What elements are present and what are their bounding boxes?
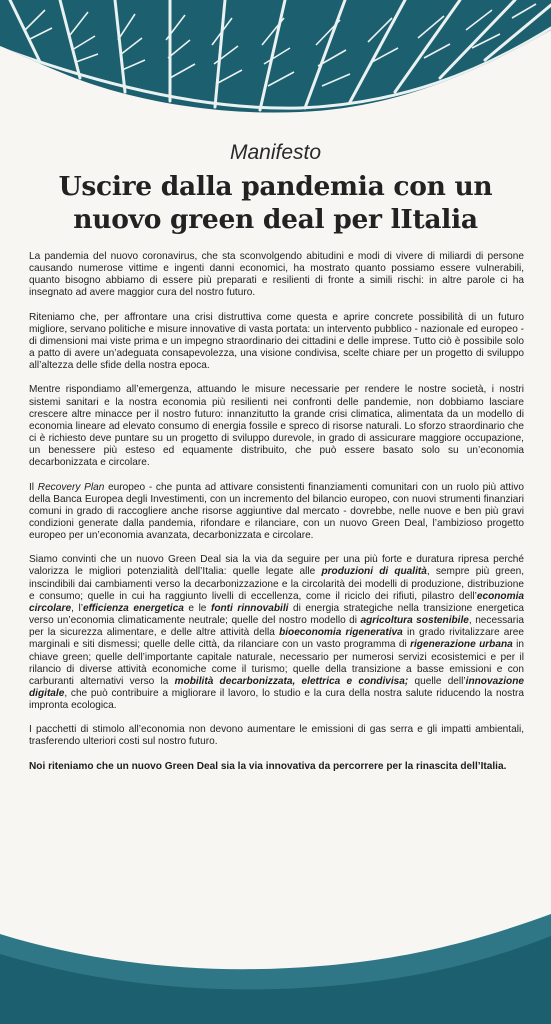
paragraph-1: La pandemia del nuovo coronavirus, che sta sconvolgendo abitudini e modi di vivere di miliardi di persone causando numerose vittime e ingenti danni economici, ha mostrato quanto possiamo essere vulnerabili, quanto bisogno abbiamo di essere più preparati e resilienti di fronte a simili rischi: in altre parole ci ha insegnato ad avere maggior cura del nostro futuro. [29,251,524,299]
p5-text: Siamo convinti che un nuovo Green Deal sia la via da seguire per una più forte e duratura ripresa perché valorizza le migliori potenzialità dell’Italia: quelle legate alle [29,554,524,578]
p5-emphasis: produzioni di qualità [321,566,427,578]
p5-emphasis: fonti rinnovabili [210,602,289,614]
p5-text: , sempre più green, inscindibili dai cambiamenti verso la decarbonizzazione e la circolarità dei modelli di produzione, distribuzione e consumo; quelle in cui ha raggiunto livelli di eccellenza, come il riciclo dei rifiuti, pilastro dell’ [29,566,524,602]
paragraph-4 [29,482,524,543]
p5-emphasis: economia circolare [29,590,524,614]
p5-emphasis: mobilità decarbonizzata, elettrica e condivisa; [174,675,409,687]
p5-text: in chiave green; quelle dell’importante capitale naturale, necessario per numerosi servizi ecosistemici e per il rilancio di diverse attività economiche come il turismo; quelle della transizione a basse emissioni e con carburanti alternativi verso la [29,639,524,687]
p5-emphasis: efficienza energetica [82,602,184,614]
leaf-header-decoration [0,0,551,120]
p5-emphasis: agricoltura sostenibile [360,615,469,627]
p4-text-c: europeo - che punta ad attivare consistenti finanziamenti comunitari con un ruolo più attivo della Banca Europea degli Investimenti, con un incremento del bilancio europeo, con nuovi strumenti finanziari comuni in grado di raccogliere anche risorse aggiuntive dal mercato - dovrebbe, nelle nuove e ben più gravi condizioni generate dalla pandemia, rifondare e rilanciare, con un nuovo Green Deal, l’ambizioso progetto europeo per un’economia avanzata, decarbonizzata e circolare. [29,481,524,542]
subtitle-manifesto: Manifesto [229,141,322,164]
paragraph-2: Riteniamo che, per affrontare una crisi distruttiva come questa e aprire concrete possibilità di un futuro migliore, servano politiche e misure innovative di vasta portata: un intervento pubblico - nazionale ed europeo - di dimensioni mai viste prima e un impegno straordinario dei cittadini e delle imprese. Tutto ciò è possibile solo a patto di avere un’adeguata consapevolezza, una visione condivisa, scelte chiare per un progetto di sviluppo all’altezza delle sfide della nostra epoca. [29,311,524,372]
p5-text: in grado rivitalizzare aree marginali e siti dismessi; quelle delle città, da rilanciare con un vasto programma di [29,627,524,651]
p5-text: , che può contribuire a migliorare il lavoro, lo studio e la cura della nostra salute riducendo la nostra impronta ecologica. [29,688,524,712]
p5-text: , necessaria per la sicurezza alimentare, e delle altre attività della [29,615,525,639]
wave-footer-decoration [0,914,551,1024]
title-line-1: Uscire dalla pandemia con un [58,171,493,202]
paragraph-6: I pacchetti di stimolo all’economia non devono aumentare le emissioni di gas serra e gli impatti ambientali, trasferendo ulteriori costi sul nostro futuro. [29,724,524,748]
p4-text-a: Il [29,481,38,493]
p5-text: e le [183,602,211,614]
paragraph-3: Mentre rispondiamo all’emergenza, attuando le misure necessarie per rendere le nostre società, i nostri sistemi sanitari e la nostra economia più resilienti nei confronti delle pandemie, non dobbiamo lasciare crescere altre minacce per il nostro futuro: innanzitutto la grande crisi climatica, alimentata da un modello di economia lineare ad elevato consumo di energia fossile e spreco di risorse naturali. Lo sforzo straordinario che ci è richiesto deve puntare su un progetto di sviluppo durevole, in grado di assicurare maggiore occupazione, un benessere più esteso ed equamente distribuito, che può essere basato solo su un’economia decarbonizzata e circolare. [29,384,524,469]
paragraph-conclusion: Noi riteniamo che un nuovo Green Deal sia la via innovativa da percorrere per la rinascita dell’Italia. [29,760,507,772]
p5-text: di energia strategiche nella transizione energetica verso un’economia climaticamente neutrale; quelle del nostro modello di [29,602,524,627]
title-line-2: nuovo green deal per lItalia [73,204,478,235]
p5-emphasis: innovazione digitale [29,675,524,699]
paragraph-5 [29,554,524,712]
p5-emphasis: rigenerazione urbana [410,639,513,651]
manifesto-body [29,251,524,785]
recovery-plan-emphasis: Recovery Plan [37,481,105,493]
p5-text: , l’ [71,602,83,614]
p5-text: quelle dell’ [408,675,466,687]
p5-emphasis: bioeconomia rigenerativa [279,627,403,639]
page-title [20,170,531,236]
